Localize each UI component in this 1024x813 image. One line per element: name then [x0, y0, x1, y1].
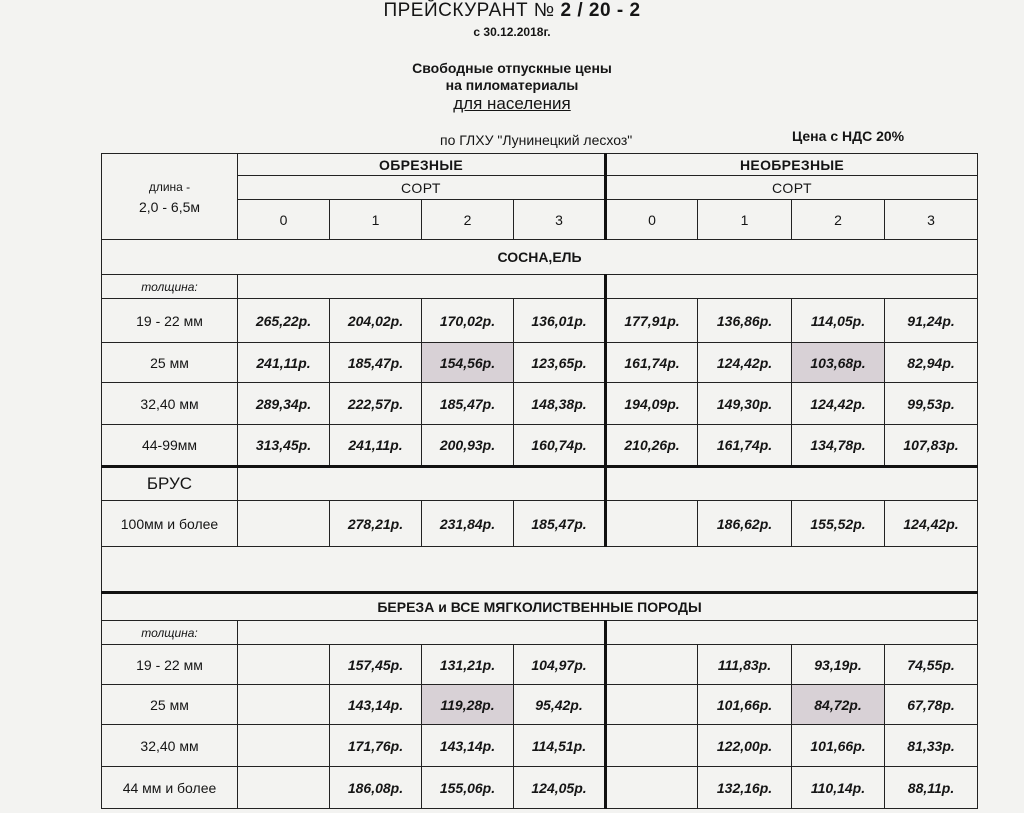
group-edged: ОБРЕЗНЫЕ: [238, 154, 606, 176]
price-cell: 313,45р.: [238, 425, 330, 467]
row-label: 25 мм: [102, 343, 238, 383]
grade-header: 2: [422, 200, 514, 240]
price-cell: 186,62р.: [698, 501, 792, 547]
thickness-label: толщина:: [102, 275, 238, 299]
group-unedged: НЕОБРЕЗНЫЕ: [606, 154, 978, 176]
price-table: [101, 153, 978, 809]
grade-header: 0: [238, 200, 330, 240]
price-cell-highlighted: 119,28р.: [422, 685, 514, 725]
price-cell: 194,09р.: [606, 383, 698, 425]
price-cell: 231,84р.: [422, 501, 514, 547]
sort-label-edged: СОРТ: [238, 176, 606, 200]
price-cell: 200,93р.: [422, 425, 514, 467]
title-number: 2 / 20 - 2: [560, 0, 641, 21]
price-cell: 204,02р.: [330, 299, 422, 343]
grade-header: 3: [514, 200, 606, 240]
section-title-pine: СОСНА,ЕЛЬ: [102, 240, 978, 275]
price-cell: 99,53р.: [885, 383, 978, 425]
price-cell: 186,08р.: [330, 767, 422, 809]
price-cell: 110,14р.: [792, 767, 885, 809]
price-cell: 101,66р.: [792, 725, 885, 767]
price-cell: 185,47р.: [422, 383, 514, 425]
price-cell: 171,76р.: [330, 725, 422, 767]
price-cell: [238, 501, 330, 547]
price-cell: 131,21р.: [422, 645, 514, 685]
price-cell: 107,83р.: [885, 425, 978, 467]
blank-cell: [238, 467, 606, 501]
price-cell: 122,00р.: [698, 725, 792, 767]
row-label: 19 - 22 мм: [102, 299, 238, 343]
price-cell: 82,94р.: [885, 343, 978, 383]
grade-header: 0: [606, 200, 698, 240]
subtitle-line-1: Свободные отпускные цены: [412, 60, 612, 76]
sort-label-unedged: СОРТ: [606, 176, 978, 200]
audience: для населения: [453, 94, 571, 113]
price-cell: [606, 645, 698, 685]
price-cell: [238, 767, 330, 809]
price-cell: 124,05р.: [514, 767, 606, 809]
section-title-beam: БРУС: [102, 467, 238, 501]
price-cell: 289,34р.: [238, 383, 330, 425]
price-cell: [606, 685, 698, 725]
row-label: 100мм и более: [102, 501, 238, 547]
price-cell: 148,38р.: [514, 383, 606, 425]
price-cell: 170,02р.: [422, 299, 514, 343]
price-cell: 157,45р.: [330, 645, 422, 685]
vat-note: Цена с НДС 20%: [792, 128, 905, 144]
price-cell: 114,51р.: [514, 725, 606, 767]
price-cell: [606, 501, 698, 547]
blank-cell: [238, 275, 606, 299]
price-cell: 124,42р.: [885, 501, 978, 547]
length-header: [102, 154, 238, 240]
price-cell: [606, 767, 698, 809]
length-range: 2,0 - 6,5м: [139, 198, 200, 215]
blank-cell: [238, 621, 606, 645]
price-cell: 149,30р.: [698, 383, 792, 425]
price-cell: 67,78р.: [885, 685, 978, 725]
price-cell: 124,42р.: [792, 383, 885, 425]
grade-header: 3: [885, 200, 978, 240]
price-cell: 241,11р.: [238, 343, 330, 383]
price-cell: 74,55р.: [885, 645, 978, 685]
price-cell: 143,14р.: [330, 685, 422, 725]
price-cell: 88,11р.: [885, 767, 978, 809]
price-cell: 143,14р.: [422, 725, 514, 767]
effective-date: с 30.12.2018г.: [473, 25, 551, 39]
price-cell: 111,83р.: [698, 645, 792, 685]
row-label: 25 мм: [102, 685, 238, 725]
row-label: 32,40 мм: [102, 383, 238, 425]
price-cell: 161,74р.: [698, 425, 792, 467]
subtitle: [0, 60, 1024, 94]
price-cell: 93,19р.: [792, 645, 885, 685]
blank-cell: [606, 467, 978, 501]
spacer-row: [102, 547, 978, 593]
grade-header: 2: [792, 200, 885, 240]
price-cell: 185,47р.: [330, 343, 422, 383]
subtitle-line-2: на пиломатериалы: [445, 77, 579, 93]
price-cell: 95,42р.: [514, 685, 606, 725]
price-cell: 278,21р.: [330, 501, 422, 547]
page-title: [0, 0, 1024, 24]
row-label: 44-99мм: [102, 425, 238, 467]
organization: по ГЛХУ "Лунинецкий лесхоз": [440, 132, 633, 148]
price-cell: 136,01р.: [514, 299, 606, 343]
price-cell-highlighted: 103,68р.: [792, 343, 885, 383]
grade-header: 1: [698, 200, 792, 240]
price-cell: 161,74р.: [606, 343, 698, 383]
price-cell: 123,65р.: [514, 343, 606, 383]
price-cell: 155,52р.: [792, 501, 885, 547]
price-cell: 124,42р.: [698, 343, 792, 383]
thickness-label: толщина:: [102, 621, 238, 645]
price-cell: 241,11р.: [330, 425, 422, 467]
grade-header: 1: [330, 200, 422, 240]
section-title-birch: БЕРЕЗА и ВСЕ МЯГКОЛИСТВЕННЫЕ ПОРОДЫ: [102, 593, 978, 621]
length-label: длина -: [148, 179, 191, 194]
price-cell: 136,86р.: [698, 299, 792, 343]
title-prefix: ПРЕЙСКУРАНТ №: [383, 0, 555, 21]
price-cell: 134,78р.: [792, 425, 885, 467]
price-cell: [238, 645, 330, 685]
price-cell: 210,26р.: [606, 425, 698, 467]
price-cell-highlighted: 154,56р.: [422, 343, 514, 383]
price-cell: 101,66р.: [698, 685, 792, 725]
row-label: 44 мм и более: [102, 767, 238, 809]
price-cell: 177,91р.: [606, 299, 698, 343]
price-cell: 104,97р.: [514, 645, 606, 685]
price-cell: 132,16р.: [698, 767, 792, 809]
price-cell: 160,74р.: [514, 425, 606, 467]
price-cell: [238, 725, 330, 767]
price-cell: 185,47р.: [514, 501, 606, 547]
price-cell: 265,22р.: [238, 299, 330, 343]
row-label: 19 - 22 мм: [102, 645, 238, 685]
price-cell: 81,33р.: [885, 725, 978, 767]
row-label: 32,40 мм: [102, 725, 238, 767]
price-cell-highlighted: 84,72р.: [792, 685, 885, 725]
price-cell: 91,24р.: [885, 299, 978, 343]
price-cell: [606, 725, 698, 767]
blank-cell: [606, 621, 978, 645]
price-cell: 155,06р.: [422, 767, 514, 809]
blank-cell: [606, 275, 978, 299]
price-cell: [238, 685, 330, 725]
price-cell: 114,05р.: [792, 299, 885, 343]
price-cell: 222,57р.: [330, 383, 422, 425]
